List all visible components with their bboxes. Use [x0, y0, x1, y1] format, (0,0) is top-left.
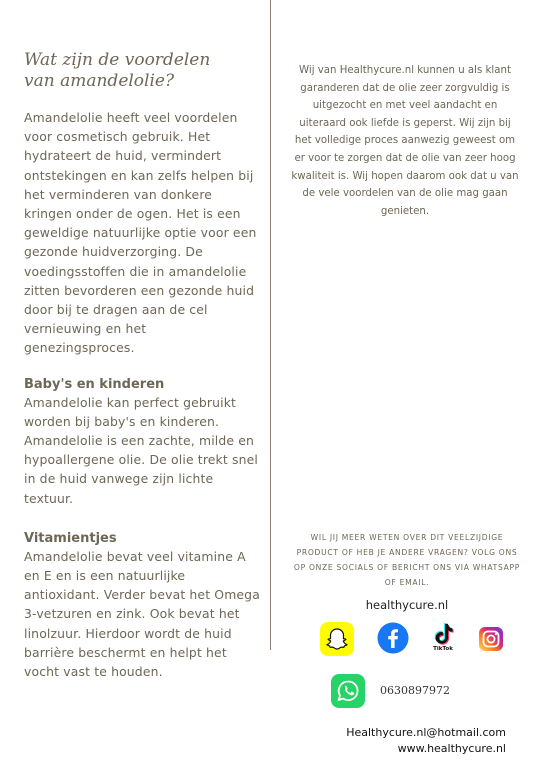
section-title-babies: Baby's en kinderen — [24, 376, 165, 392]
email-address[interactable]: Healthycure.nl@hotmail.com — [346, 726, 506, 739]
contact-cta: WIL JIJ MEER WETEN OVER DIT VEELZIJDIGE PRODUCT OF HEB JE ANDERE VRAGEN? VOLG ONS OP ONZE SOCIALS OF BERICHT ONS VIA WHATSAPP OF EMAIL. — [293, 533, 521, 587]
facebook-icon[interactable] — [377, 622, 409, 654]
left-column — [24, 50, 260, 681]
section-text-vitamins: Amandelolie bevat veel vitamine A en E en is een natuurlijke antioxidant. Verder bevat het Omega 3-vetzuren en zink. Ook bevat het linolzuur. Hierdoor wordt de huid barrière beschermt en helpt het vocht vast te houden. — [24, 548, 260, 680]
whatsapp-icon[interactable] — [331, 674, 365, 708]
website-url[interactable]: www.healthycure.nl — [397, 742, 506, 755]
section-title-vitamins: Vitamientjes — [24, 530, 117, 546]
section-text-babies: Amandelolie kan perfect gebruikt worden bij baby's en kinderen. Amandelolie is een zachte, milde en hypoallergene olie. De olie trekt snel in de huid vanwege zijn lichte textuur. — [24, 394, 258, 506]
instagram-icon[interactable] — [479, 627, 503, 651]
column-divider — [270, 0, 271, 650]
tiktok-label: TikTok — [433, 645, 453, 652]
snapchat-icon[interactable] — [320, 622, 354, 656]
guarantee-text: Wij van Healthycure.nl kunnen u als klant garanderen dat de olie zeer zorgvuldig is uitgezocht en met veel aandacht en uiteraard ook liefde is geperst. Wij zijn bij het volledige proces aanwezig geweest om er voor te zorgen dat de olie van zeer hoog kwaliteit is. Wij hopen daarom ook dat u van de vele voordelen van de olie mag gaan genieten. — [291, 65, 519, 217]
intro-paragraph: Amandelolie heeft veel voordelen voor cosmetisch gebruik. Het hydrateert de huid, vermindert ontstekingen en kan zelfs helpen bij het verminderen van donkere kringen onder de ogen. Het is een geweldige natuurlijke optie voor een gezonde huidverzorging. De voedingsstoffen die in amandelolie zitten bevorderen een gezonde huid door bij te dragen aan de cel vernieuwing en het genezingsproces. — [24, 110, 257, 356]
tiktok-icon[interactable] — [430, 620, 456, 654]
phone-number[interactable]: 0630897972 — [380, 684, 450, 697]
page-title: Wat zijn de voordelen van amandelolie? — [24, 50, 211, 91]
site-link[interactable]: healthycure.nl — [365, 598, 449, 612]
contact-block — [290, 530, 524, 612]
